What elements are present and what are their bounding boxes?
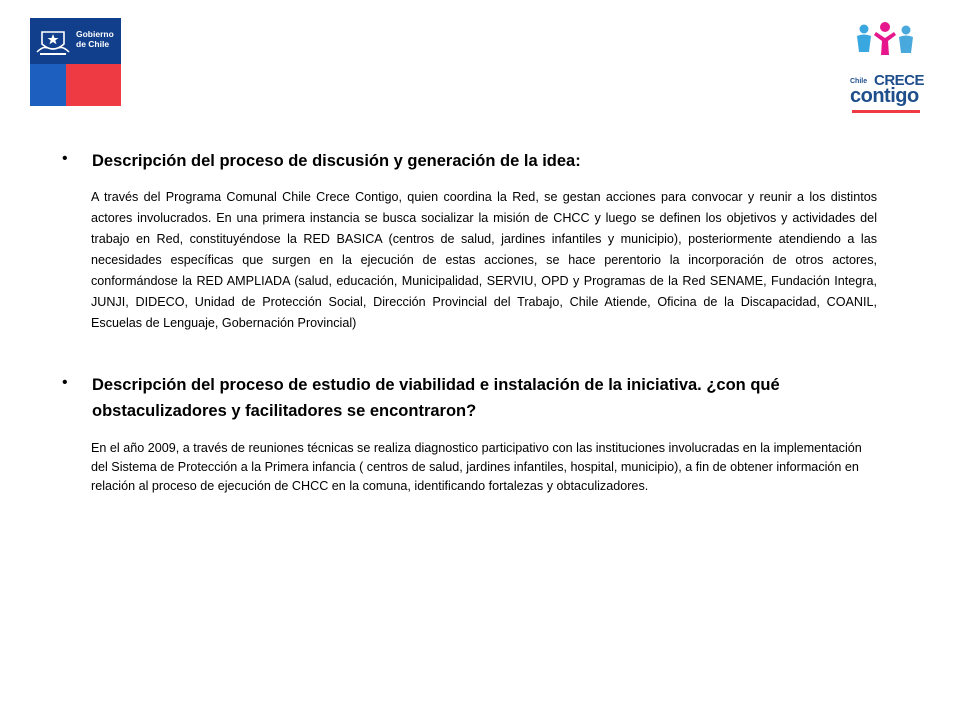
children-figures-icon xyxy=(856,22,916,62)
gobierno-de-chile-logo xyxy=(30,18,121,106)
chile-shield-icon xyxy=(34,24,72,58)
chile-crece-contigo-logo xyxy=(848,22,925,107)
logo-underline xyxy=(852,110,920,113)
section-heading: Descripción del proceso de discusión y generación de la idea: xyxy=(92,152,581,170)
bullet: • xyxy=(62,150,68,167)
gobierno-logo-text: Gobierno de Chile xyxy=(76,29,114,49)
logo-text-contigo: contigo xyxy=(850,85,919,107)
section-paragraph: En el año 2009, a través de reuniones técnicas se realiza diagnostico participativo con las instituciones involucradas en la implementación del Sistema de Protección a la Primera infancia ( centros de salud, jardines infantiles, hospital, municipio), a fin de obtener información en relación al proceso de ejecución de CHCC en la comuna, identificando fortalezas y obtaculizadores. xyxy=(91,441,862,493)
section-heading: Descripción del proceso de estudio de viabilidad e instalación de la iniciativa. ¿con qué obstaculizadores y facilitadores se encontraron? xyxy=(92,376,780,420)
section-paragraph: A través del Programa Comunal Chile Crece Contigo, quien coordina la Red, se gestan acciones para convocar y reunir a los distintos actores involucrados. En una primera instancia se busca socializar la misión de CHCC y luego se definen los objetivos y actividades del trabajo en Red, constituyéndose la RED BASICA (centros de salud, jardines infantiles y municipio), posteriormente atendiendo a las necesidades específicas que surgen en la ejecución de estas acciones, se hace perentorio la incorporación de otros actores, conformándose la RED AMPLIADA (salud, educación, Municipalidad, SERVIU, OPD y Programas de la Red SENAME, Fundación Integra, JUNJI, DIDECO, Unidad de Protección Social, Dirección Provincial del Trabajo, Chile Atiende, Oficina de la Discapacidad, COANIL, Escuelas de Lenguaje, Gobernación Provincial) xyxy=(91,190,877,330)
logo-text-chile: Chile xyxy=(850,78,868,85)
bullet: • xyxy=(62,374,68,391)
logo-text-crece: CRECE xyxy=(874,72,925,89)
